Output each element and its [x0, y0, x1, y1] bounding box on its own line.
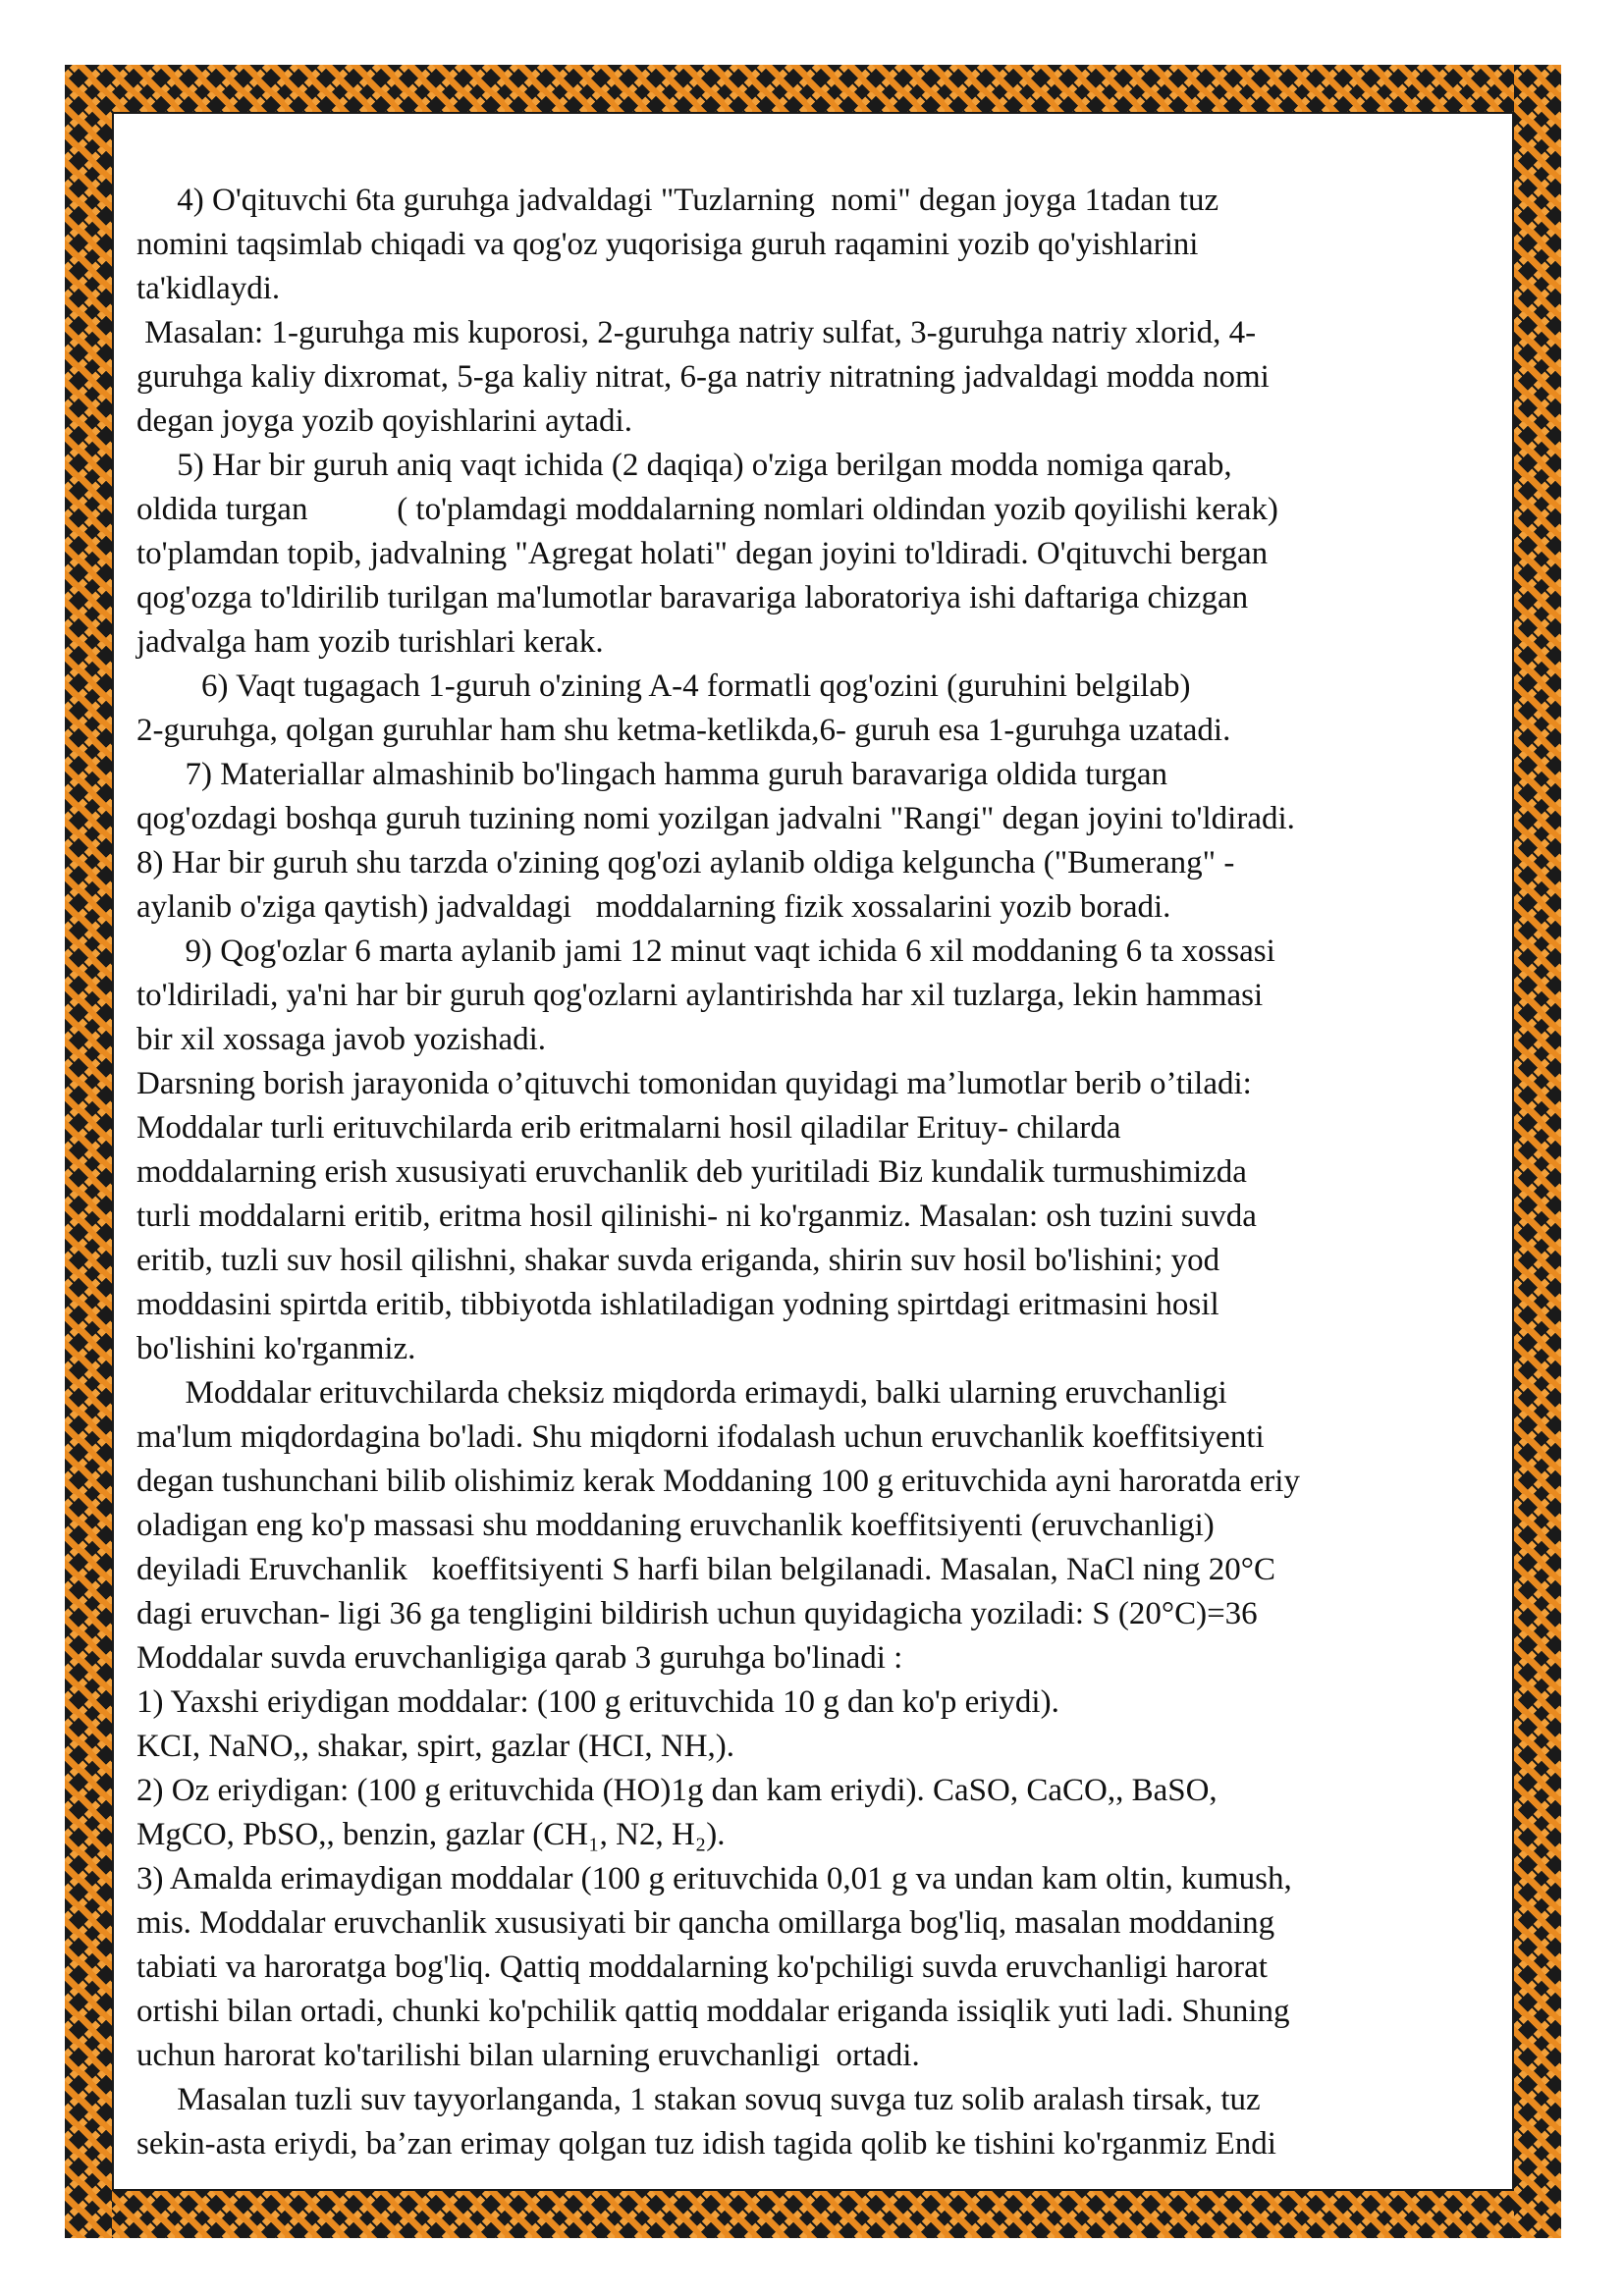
text-line: nomini taqsimlab chiqadi va qog'oz yuqorisiga guruh raqamini yozib qo'yishlarini	[136, 227, 1199, 262]
text-line: Moddalar erituvchilarda cheksiz miqdorda erimaydi, balki ularning eruvchanligi	[136, 1375, 1227, 1411]
text-line: to'plamdan topib, jadvalning "Agregat holati" degan joyini to'ldiradi. O'qituvchi bergan	[136, 536, 1269, 571]
text-line: turli moddalarni eritib, eritma hosil qilinishi- ni ko'rganmiz. Masalan: osh tuzini suvda	[136, 1199, 1257, 1234]
text-line: moddasini spirtda eritib, tibbiyotda ishlatiladigan yodning spirtdagi eritmasini hosil	[136, 1287, 1219, 1322]
text-line: deyiladi Eruvchanlik koeffitsiyenti S harfi bilan belgilanadi. Masalan, NaCl ning 20°C	[136, 1552, 1276, 1587]
text-line: sekin-asta eriydi, ba’zan erimay qolgan tuz idish tagida qolib ke tishini ko'rganmiz Endi	[136, 2126, 1276, 2162]
text-line: 4) O'qituvchi 6ta guruhga jadvaldagi "Tuzlarning nomi" degan joyga 1tadan tuz	[136, 183, 1219, 218]
text-line: mis. Moddalar eruvchanlik xususiyati bir qancha omillarga bog'liq, masalan moddaning	[136, 1905, 1275, 1941]
text-line: qog'ozdagi boshqa guruh tuzining nomi yozilgan jadvalni "Rangi" degan joyini to'ldiradi.	[136, 801, 1295, 836]
text-line: Moddalar turli erituvchilarda erib eritmalarni hosil qiladilar Erituy- chilarda	[136, 1110, 1121, 1146]
text-line: bo'lishini ko'rganmiz.	[136, 1331, 416, 1366]
text-line: eritib, tuzli suv hosil qilishni, shakar suvda eriganda, shirin suv hosil bo'lishini; yod	[136, 1243, 1220, 1278]
text-line: qog'ozga to'ldirilib turilgan ma'lumotlar baravariga laboratoriya ishi daftariga chizgan	[136, 580, 1249, 615]
text-line: ma'lum miqdordagina bo'ladi. Shu miqdorni ifodalash uchun eruvchanlik koeffitsiyenti	[136, 1419, 1265, 1455]
decorative-border-right	[1514, 65, 1561, 2238]
text-line: 5) Har bir guruh aniq vaqt ichida (2 daqiqa) o'ziga berilgan modda nomiga qarab,	[136, 448, 1232, 483]
text-line: MgCO, PbSO,, benzin, gazlar (CH₁, N2, H₂).	[136, 1817, 726, 1852]
text-line: KCI, NaNO,, shakar, spirt, gazlar (HCI, NH,).	[136, 1729, 735, 1764]
text-line: degan joyga yozib qoyishlarini aytadi.	[136, 403, 632, 439]
decorative-border-bottom	[65, 2191, 1561, 2238]
decorative-border-left	[65, 65, 112, 2238]
text-line: guruhga kaliy dixromat, 5-ga kaliy nitrat, 6-ga natriy nitratning jadvaldagi modda nomi	[136, 359, 1270, 395]
text-line: Moddalar suvda eruvchanligiga qarab 3 guruhga bo'linadi :	[136, 1640, 903, 1676]
text-line: ta'kidlaydi.	[136, 271, 281, 306]
text-line: oldida turgan ( to'plamdagi moddalarning nomlari oldindan yozib qoyilishi kerak)	[136, 492, 1278, 527]
text-line: 2) Oz eriydigan: (100 g erituvchida (HO)1g dan kam eriydi). CaSO, CaCO,, BaSO,	[136, 1773, 1218, 1808]
body-text	[136, 179, 1521, 2166]
text-line: Masalan tuzli suv tayyorlanganda, 1 stakan sovuq suvga tuz solib aralash tirsak, tuz	[136, 2082, 1261, 2117]
text-line: oladigan eng ko'p massasi shu moddaning eruvchanlik koeffitsiyenti (eruvchanligi)	[136, 1508, 1215, 1543]
text-line: jadvalga ham yozib turishlari kerak.	[136, 624, 604, 660]
text-line: aylanib o'ziga qaytish) jadvaldagi moddalarning fizik xossalarini yozib boradi.	[136, 889, 1171, 925]
text-line: 9) Qog'ozlar 6 marta aylanib jami 12 minut vaqt ichida 6 xil moddaning 6 ta xossasi	[136, 934, 1275, 969]
text-line: Masalan: 1-guruhga mis kuporosi, 2-guruhga natriy sulfat, 3-guruhga natriy xlorid, 4-	[136, 315, 1257, 350]
text-line: 8) Har bir guruh shu tarzda o'zining qog'ozi aylanib oldiga kelguncha ("Bumerang" -	[136, 845, 1235, 881]
text-line: moddalarning erish xususiyati eruvchanlik deb yuritiladi Biz kundalik turmushimizda	[136, 1154, 1247, 1190]
text-line: dagi eruvchan- ligi 36 ga tengligini bildirish uchun quyidagicha yoziladi: S (20°C)=36	[136, 1596, 1258, 1631]
text-line: 7) Materiallar almashinib bo'lingach hamma guruh baravariga oldida turgan	[136, 757, 1168, 792]
text-line: 1) Yaxshi eriydigan moddalar: (100 g erituvchida 10 g dan ko'p eriydi).	[136, 1684, 1059, 1720]
text-line: 6) Vaqt tugagach 1-guruh o'zining A-4 formatli qog'ozini (guruhini belgilab)	[136, 668, 1191, 704]
text-line: 3) Amalda erimaydigan moddalar (100 g erituvchida 0,01 g va undan kam oltin, kumush,	[136, 1861, 1292, 1896]
text-line: ortishi bilan ortadi, chunki ko'pchilik qattiq moddalar eriganda issiqlik yuti ladi. Shuning	[136, 1994, 1290, 2029]
text-line: bir xil xossaga javob yozishadi.	[136, 1022, 547, 1057]
text-line: to'ldiriladi, ya'ni har bir guruh qog'ozlarni aylantirishda har xil tuzlarga, lekin hammasi	[136, 978, 1264, 1013]
text-line: 2-guruhga, qolgan guruhlar ham shu ketma-ketlikda,6- guruh esa 1-guruhga uzatadi.	[136, 713, 1231, 748]
text-line: degan tushunchani bilib olishimiz kerak Moddaning 100 g erituvchida ayni haroratda eriy	[136, 1464, 1300, 1499]
decorative-border-top	[65, 65, 1561, 112]
text-line: uchun harorat ko'tarilishi bilan ularning eruvchanligi ortadi.	[136, 2038, 920, 2073]
text-line: Darsning borish jarayonida o’qituvchi tomonidan quyidagi ma’lumotlar berib o’tiladi:	[136, 1066, 1252, 1101]
text-line: tabiati va haroratga bog'liq. Qattiq moddalarning ko'pchiligi suvda eruvchanligi harorat	[136, 1949, 1268, 1985]
